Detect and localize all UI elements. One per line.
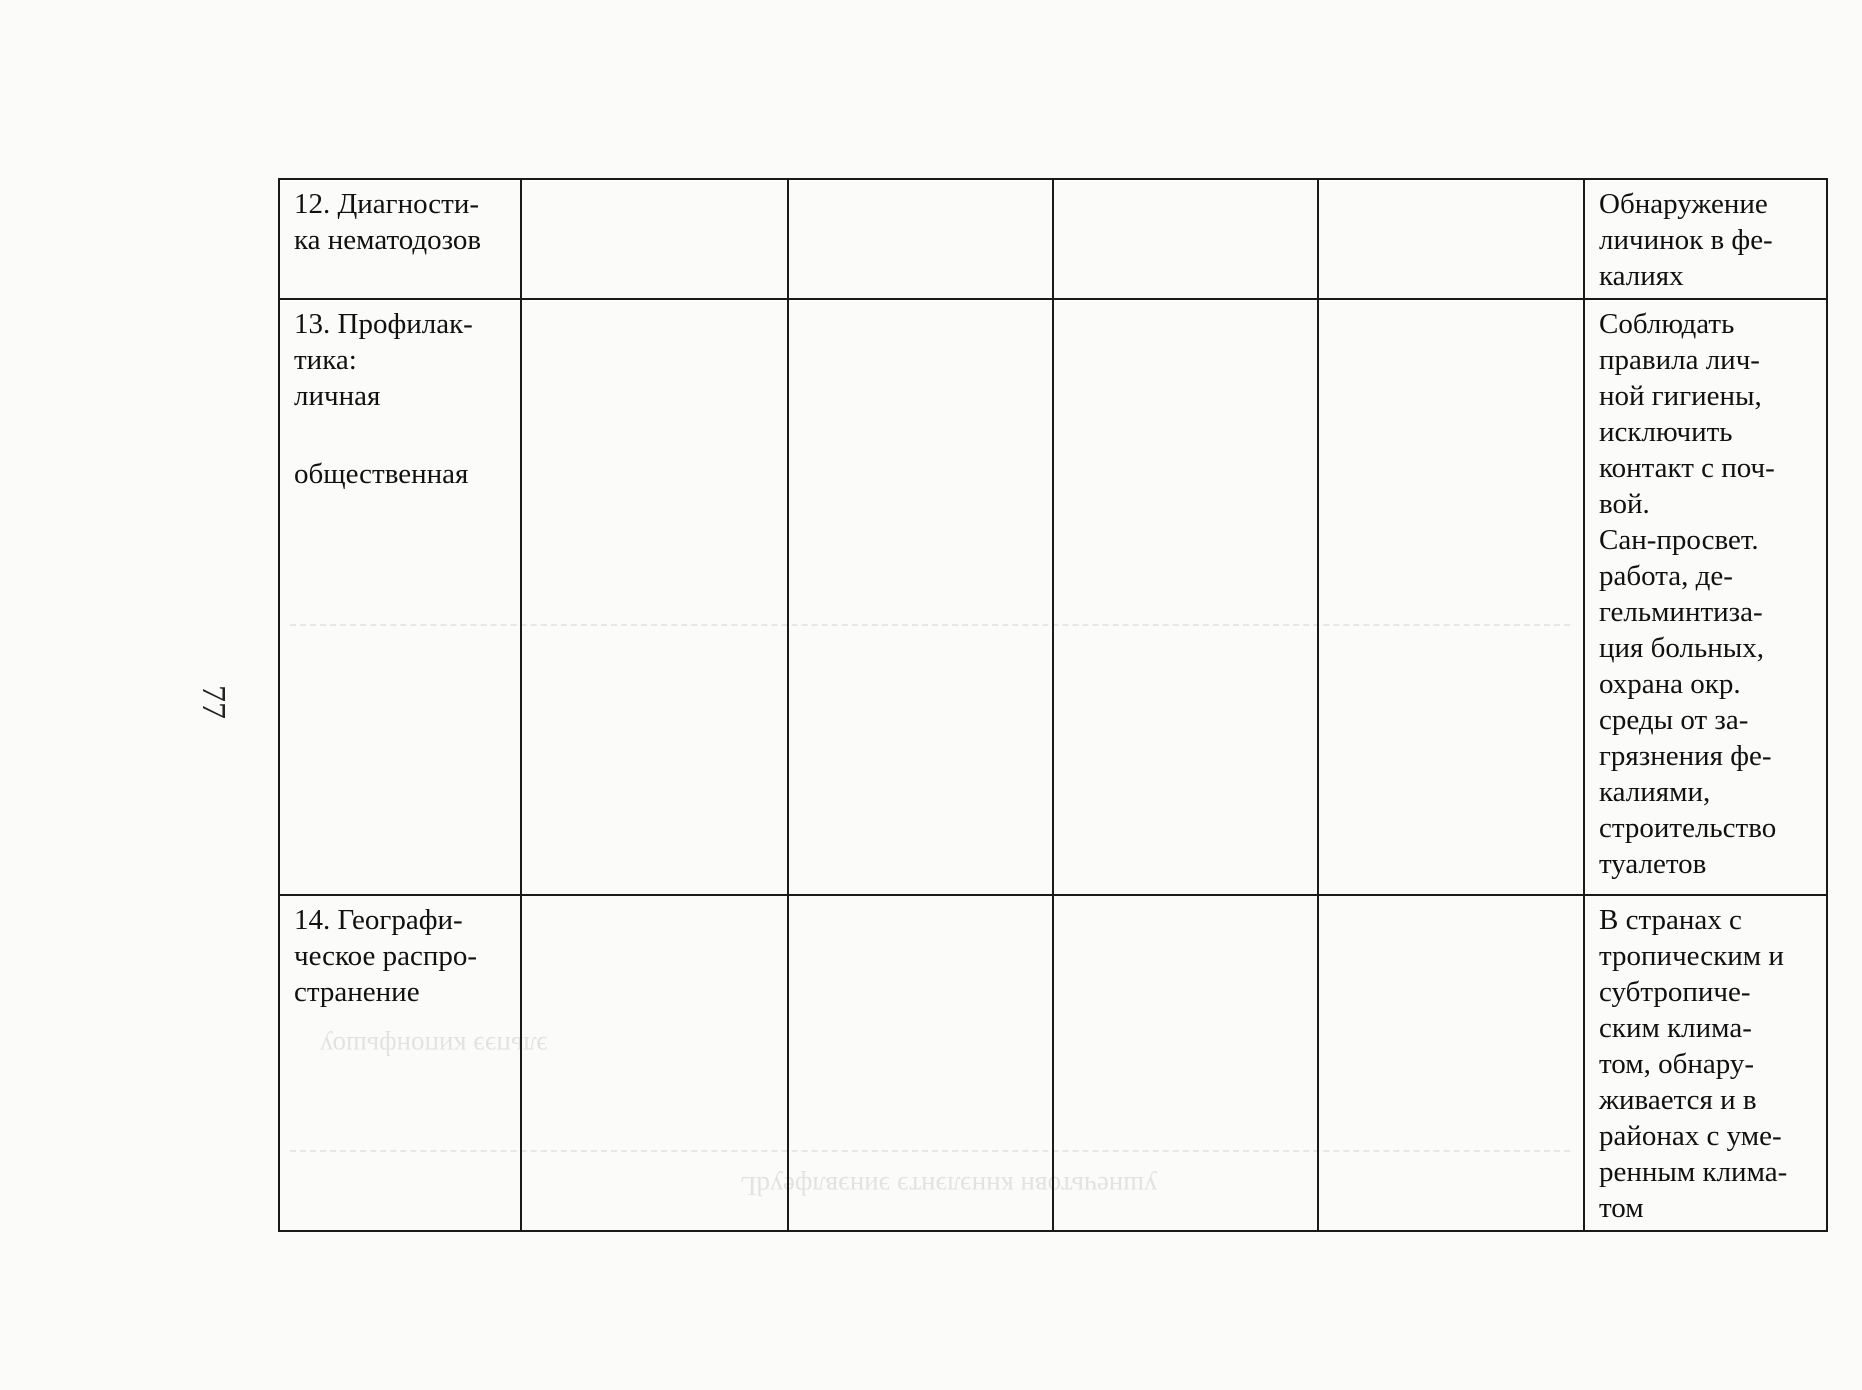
- bleed-through-text: эльпээ кипонфьшоу: [320, 1031, 548, 1061]
- row-label-line: странение: [294, 976, 420, 1008]
- row-label-line: ческое распро-: [294, 940, 478, 972]
- note-line: ной гигиены,: [1599, 380, 1762, 412]
- row-label-cell: [279, 179, 521, 299]
- note-line: Обнаружение: [1599, 188, 1768, 220]
- note-line: личинок в фе-: [1599, 224, 1773, 256]
- row-label-cell: [279, 299, 521, 895]
- empty-cell: [521, 179, 788, 299]
- note-line: живается и в: [1599, 1084, 1757, 1116]
- row-label-line: 14. Географи-: [294, 904, 463, 936]
- note-line: субтропиче-: [1599, 976, 1751, 1008]
- row-note-cell: [1584, 895, 1827, 1231]
- row-note-cell: [1584, 179, 1827, 299]
- page-number: 77: [195, 685, 232, 719]
- row-label-line: 12. Диагности-: [294, 188, 480, 220]
- note-line: калиями,: [1599, 776, 1711, 808]
- row-label-line: ка нематодозов: [294, 224, 482, 256]
- note-line: охрана окр.: [1599, 668, 1741, 700]
- note-line: гельминтиза-: [1599, 596, 1763, 628]
- empty-cell: [521, 299, 788, 895]
- note-line: районах с уме-: [1599, 1120, 1782, 1152]
- empty-cell: [788, 179, 1053, 299]
- bleed-through-text: ушнечьтовн кннэлэнтэ эинэвлфеуdL: [740, 1171, 1158, 1201]
- note-line: работа, де-: [1599, 560, 1733, 592]
- note-line: том: [1599, 1192, 1644, 1224]
- row-label-cell: [279, 895, 521, 1231]
- row-label-line: общественная: [294, 458, 469, 490]
- table-row: [279, 179, 1827, 299]
- table-row: [279, 299, 1827, 895]
- empty-cell: [1318, 179, 1584, 299]
- row-label-line: личная: [294, 380, 381, 412]
- note-line: контакт с поч-: [1599, 452, 1775, 484]
- empty-cell: [1053, 179, 1318, 299]
- note-line: том, обнару-: [1599, 1048, 1755, 1080]
- row-label-line: тика:: [294, 344, 357, 376]
- note-line: вой.: [1599, 488, 1650, 520]
- note-line: правила лич-: [1599, 344, 1760, 376]
- empty-cell: [1318, 299, 1584, 895]
- empty-cell: [1053, 299, 1318, 895]
- note-line: калиях: [1599, 260, 1684, 292]
- note-line: ским клима-: [1599, 1012, 1752, 1044]
- note-line: ренным клима-: [1599, 1156, 1788, 1188]
- spacer: [294, 414, 510, 456]
- table-row: [279, 895, 1827, 1231]
- row-label-line: 13. Профилак-: [294, 308, 473, 340]
- row-note-cell: [1584, 299, 1827, 895]
- note-line: строительство: [1599, 812, 1777, 844]
- empty-cell: [1318, 895, 1584, 1231]
- empty-cell: [1053, 895, 1318, 1231]
- note-line: тропическим и: [1599, 940, 1784, 972]
- empty-cell: [788, 895, 1053, 1231]
- note-line: Соблюдать: [1599, 308, 1735, 340]
- note-line: В странах с: [1599, 904, 1742, 936]
- note-line: среды от за-: [1599, 704, 1749, 736]
- note-line: исключить: [1599, 416, 1733, 448]
- note-line: туалетов: [1599, 848, 1707, 880]
- note-line: ция больных,: [1599, 632, 1764, 664]
- empty-cell: [788, 299, 1053, 895]
- empty-cell: [521, 895, 788, 1231]
- note-line: грязнения фе-: [1599, 740, 1772, 772]
- note-line: Сан-просвет.: [1599, 524, 1759, 556]
- notes-table: [278, 178, 1828, 1232]
